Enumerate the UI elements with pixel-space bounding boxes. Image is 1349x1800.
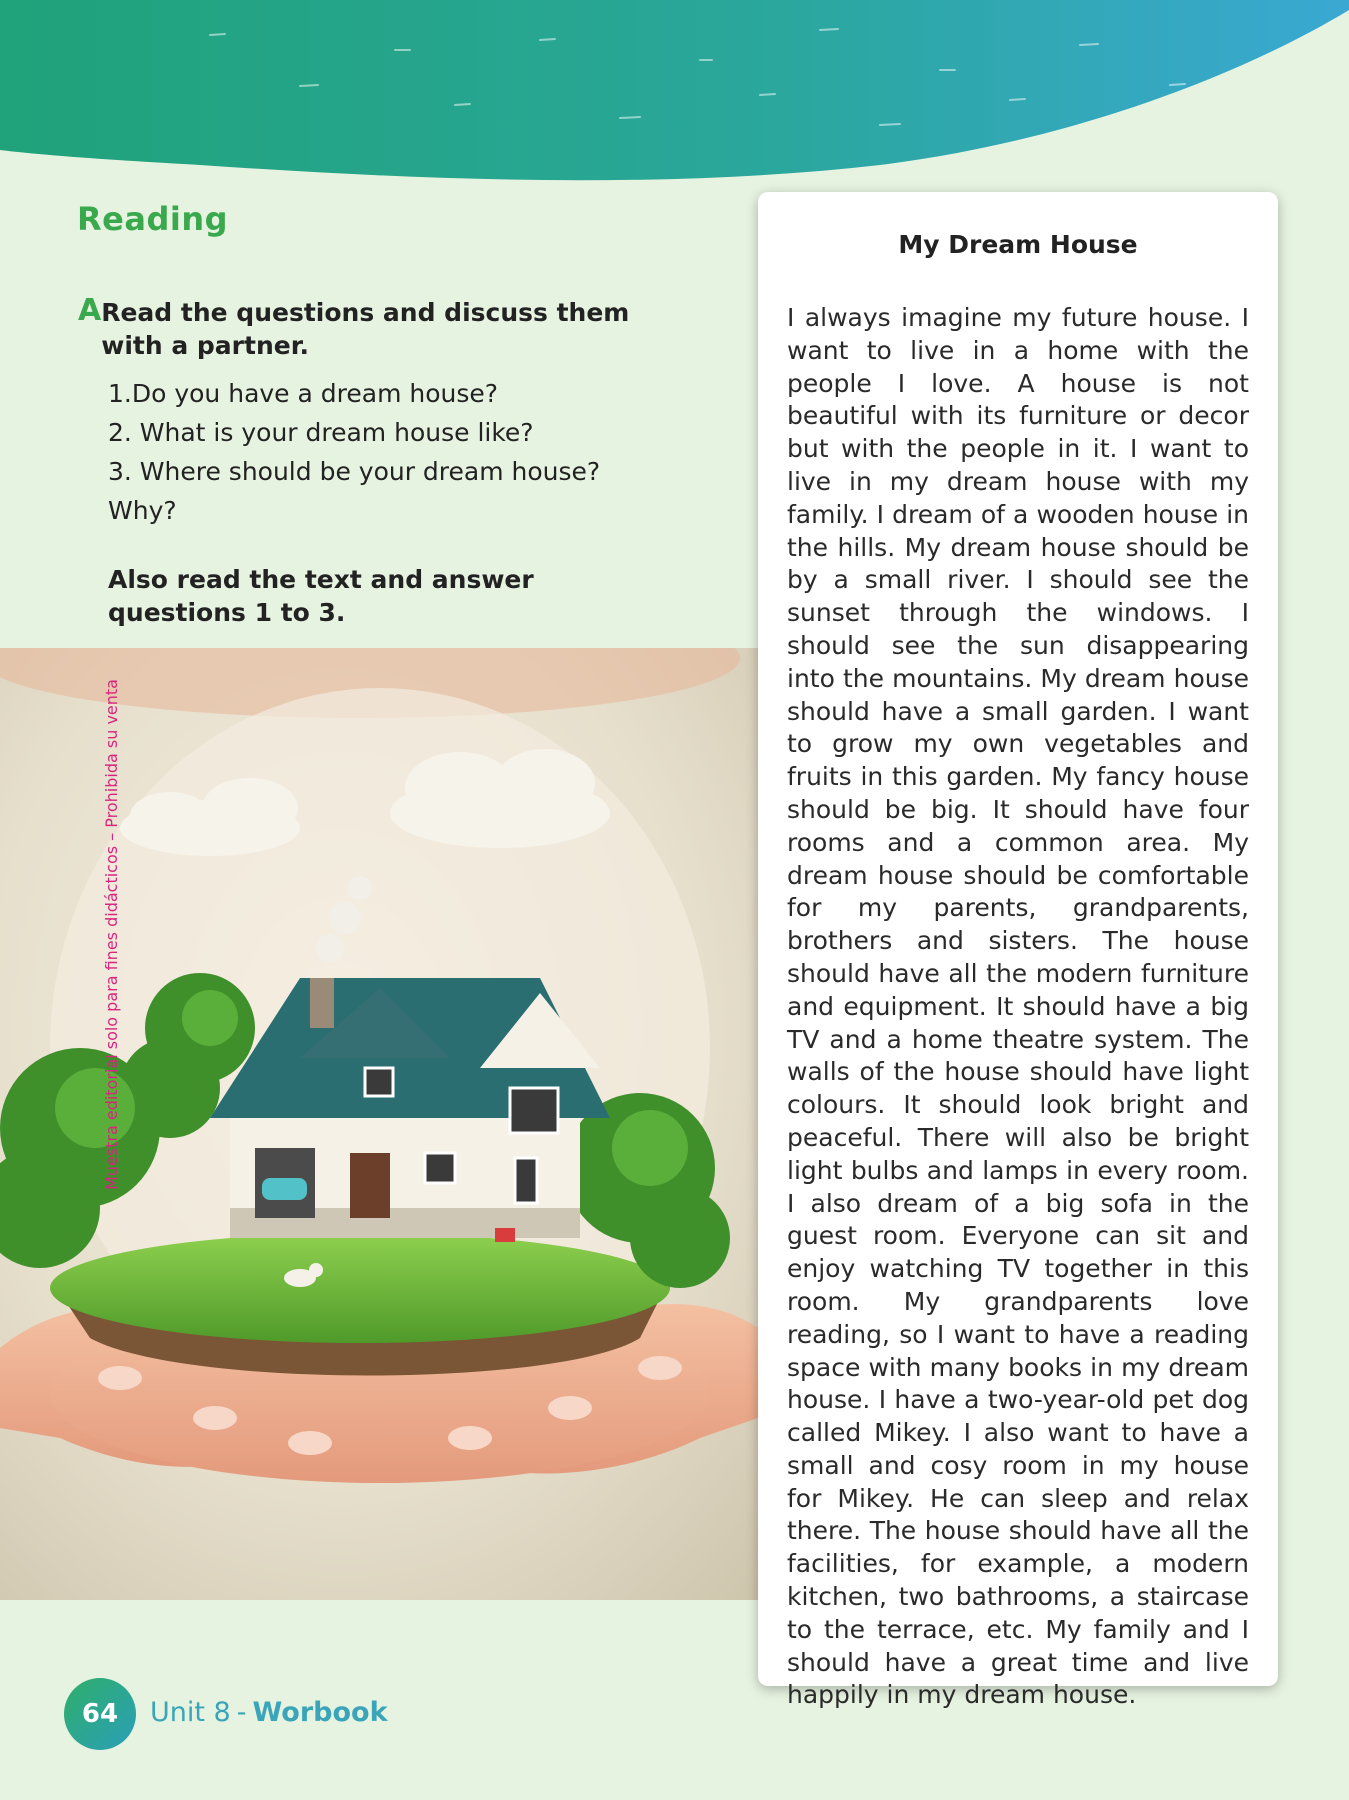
page-number-badge: 64 bbox=[64, 1678, 136, 1750]
story-body: I always imagine my future house. I want to live in a home with the people I love. A house is not beautiful with its furniture or decor but with the people in it. I want to live in my dream house with my family. I dream of a wooden house in the hills. My dream house should be by a small river. I should see the sunset through the windows. I should see the sun disappearing into the mountains. My dream house should have a small garden. I want to grow my own vegetables and fruits in this garden. My fancy house should be big. It should have four rooms and a common area. My dream house should be comfortable for my parents, grandparents, brothers and sisters. The house should have all the modern furniture and equipment. It should have a big TV and a home theatre system. The walls of the house should have light colours. It should look bright and peaceful. There will also be bright light bulbs and lamps in every room. I also dream of a big sofa in the guest room. Everyone can sit and enjoy watching TV together in this room. My grandparents love reading, so I want to have a reading space with many books in my dream house. I have a two-year-old pet dog called Mikey. I also want to have a small and cosy room in my house for Mikey. He can sleep and relax there. The house should have all the facilities, for example, a modern kitchen, two bathrooms, a staircase to the terrace, etc. My family and I should have a great time and live happily in my dream house. bbox=[787, 303, 1249, 1710]
question-item: 3. Where should be your dream house? Why? bbox=[108, 457, 601, 525]
header-wave-banner bbox=[0, 0, 1349, 190]
footer-book-name: Worbook bbox=[252, 1697, 388, 1728]
editorial-watermark: Muestra editorial solo para fines didácticos – Prohibida su venta bbox=[102, 679, 121, 1190]
question-item: 1.Do you have a dream house? bbox=[108, 379, 499, 408]
exercise-also-instruction: Also read the text and answer questions 1 to 3. bbox=[108, 565, 534, 627]
story-title: My Dream House bbox=[898, 230, 1138, 259]
question-item: 2. What is your dream house like? bbox=[108, 418, 534, 447]
footer-unit: Unit 8 bbox=[150, 1697, 231, 1728]
exercise-a bbox=[78, 293, 668, 629]
exercise-instruction: Read the questions and discuss them with a partner. bbox=[101, 298, 630, 360]
question-list bbox=[108, 374, 668, 530]
exercise-letter: A bbox=[78, 293, 102, 328]
footer-separator: - bbox=[236, 1697, 247, 1728]
footer-label bbox=[150, 1697, 388, 1728]
reading-text-card bbox=[758, 192, 1278, 1710]
section-title: Reading bbox=[77, 200, 228, 238]
